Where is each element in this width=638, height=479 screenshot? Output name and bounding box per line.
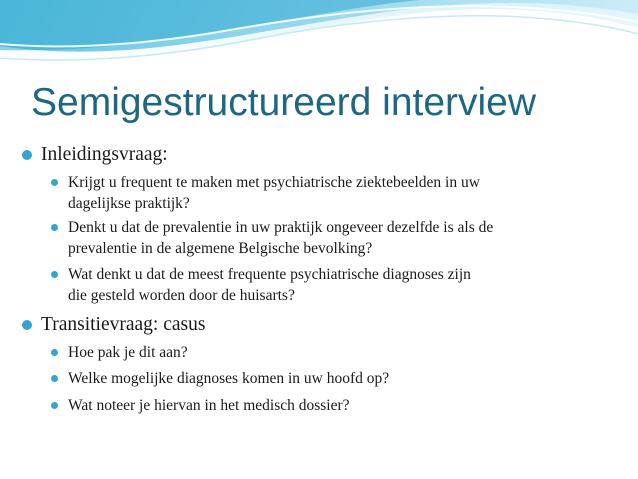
list-item-line: Wat noteer je hiervan in het medisch dossier? [68,397,350,414]
list-item [68,172,608,214]
list-item-line: Welke mogelijke diagnoses komen in uw hoofd op? [68,370,390,387]
list-item [68,264,608,306]
section-heading-text: Inleidingsvraag: [41,144,168,165]
bullet-icon [51,224,58,231]
list-item [68,368,608,389]
wave-header-decoration [0,0,638,80]
bullet-icon [51,375,58,382]
list-item [68,395,608,416]
bullet-icon [51,402,58,409]
list-item-line: die gesteld worden door de huisarts? [68,287,295,304]
list-item-line: Krijgt u frequent te maken met psychiatrische ziektebeelden in uw [68,174,480,191]
bullet-icon [22,150,32,160]
list-item [68,342,608,363]
bullet-icon [51,349,58,356]
list-item-line: Denkt u dat de prevalentie in uw praktijk ongeveer dezelfde is als de [68,219,494,236]
list-item-line: Wat denkt u dat de meest frequente psychiatrische diagnoses zijn [68,266,471,283]
section-heading-inleidingsvraag [41,144,168,166]
bullet-icon [51,179,58,186]
list-item-line: prevalentie in de algemene Belgische bevolking? [68,240,373,257]
slide-title: Semigestructureerd interview [31,81,537,124]
bullet-icon [22,320,32,330]
section-heading-text: Transitievraag: casus [41,314,206,335]
bullet-icon [51,271,58,278]
list-item-line: Hoe pak je dit aan? [68,344,188,361]
list-item [68,217,608,259]
list-item-line: dagelijkse praktijk? [68,195,190,212]
section-heading-transitievraag [41,314,205,336]
